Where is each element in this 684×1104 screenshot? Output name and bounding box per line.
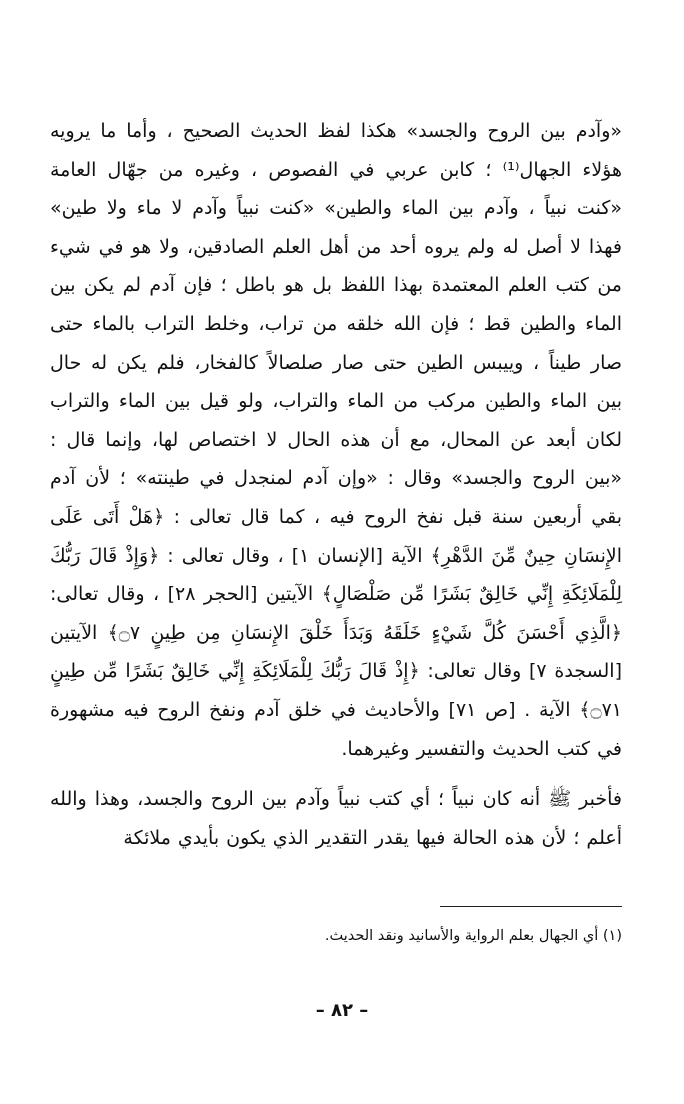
body-paragraph-2: فأخبر ﷺ أنه كان نبياً ؛ أي كتب نبياً وآدم بين الروح والجسد، وهذا والله أعلم ؛ لأن هذه الحالة فيها يقدر التقدير الذي يكون بأيدي ملائكة [50,788,622,849]
footnote: (١) أي الجهال بعلم الرواية والأسانيد ونقد الحديث. [324,928,622,944]
body-paragraph-1: «وآدم بين الروح والجسد» هكذا لفظ الحديث الصحيح ، وأما ما يرويه هؤلاء الجهال⁽¹⁾ ؛ كابن عربي في الفصوص ، وغيره من جهّال العامة «كنت نبياً ، وآدم بين الماء والطين» «كنت نبياً وآدم لا ماء ولا طين» فهذا لا أصل له ولم يروه أحد من أهل العلم الصادقين، ولا هو في شيء من كتب العلم المعتمدة بهذا اللفظ بل هو باطل ؛ فإن آدم لم يكن بين الماء والطين قط ؛ فإن الله خلقه من تراب، وخلط التراب بالماء حتى صار طيناً ، وييبس الطين حتى صار صلصالاً كالفخار، فلم يكن له حال بين الماء والطين مركب من الماء والتراب، ولو قيل بين الماء والتراب لكان أبعد عن المحال، مع أن هذه الحال لا اختصاص لها، وإنما قال : «بين الروح والجسد» وقال : «وإن آدم لمنجدل في طينته» ؛ لأن آدم بقي أربعين سنة قبل نفخ الروح فيه ، كما قال تعالى : ﴿هَلْ أَتَى عَلَى الإِنسَانِ حِينٌ مِّنَ الدَّهْرِ﴾ الآية [الإنسان ١] ، وقال تعالى : ﴿وَإِذْ قَالَ رَبُّكَ لِلْمَلَائِكَةِ إِنِّي خَالِقٌ بَشَرًا مِّن صَلْصَالٍ﴾ الآيتين [الحجر ٢٨] ، وقال تعالى: ﴿الَّذِي أَحْسَنَ كُلَّ شَيْءٍ خَلَقَهُ وَبَدَأَ خَلْقَ الإِنسَانِ مِن طِينٍ ۝٧﴾ الآيتين [السجدة ٧] وقال تعالى: ﴿إِذْ قَالَ رَبُّكَ لِلْمَلَائِكَةِ إِنِّي خَالِقٌ بَشَرًا مِّن طِينٍ ۝٧١﴾ الآية . [ص ٧١] والأحاديث في خلق آدم ونفخ الروح فيه مشهورة في كتب الحديث والتفسير وغيرهما. [50,120,622,760]
page-number: – ٨٢ – [315,1000,369,1021]
page-body [50,112,622,857]
footnote-separator [440,906,622,907]
